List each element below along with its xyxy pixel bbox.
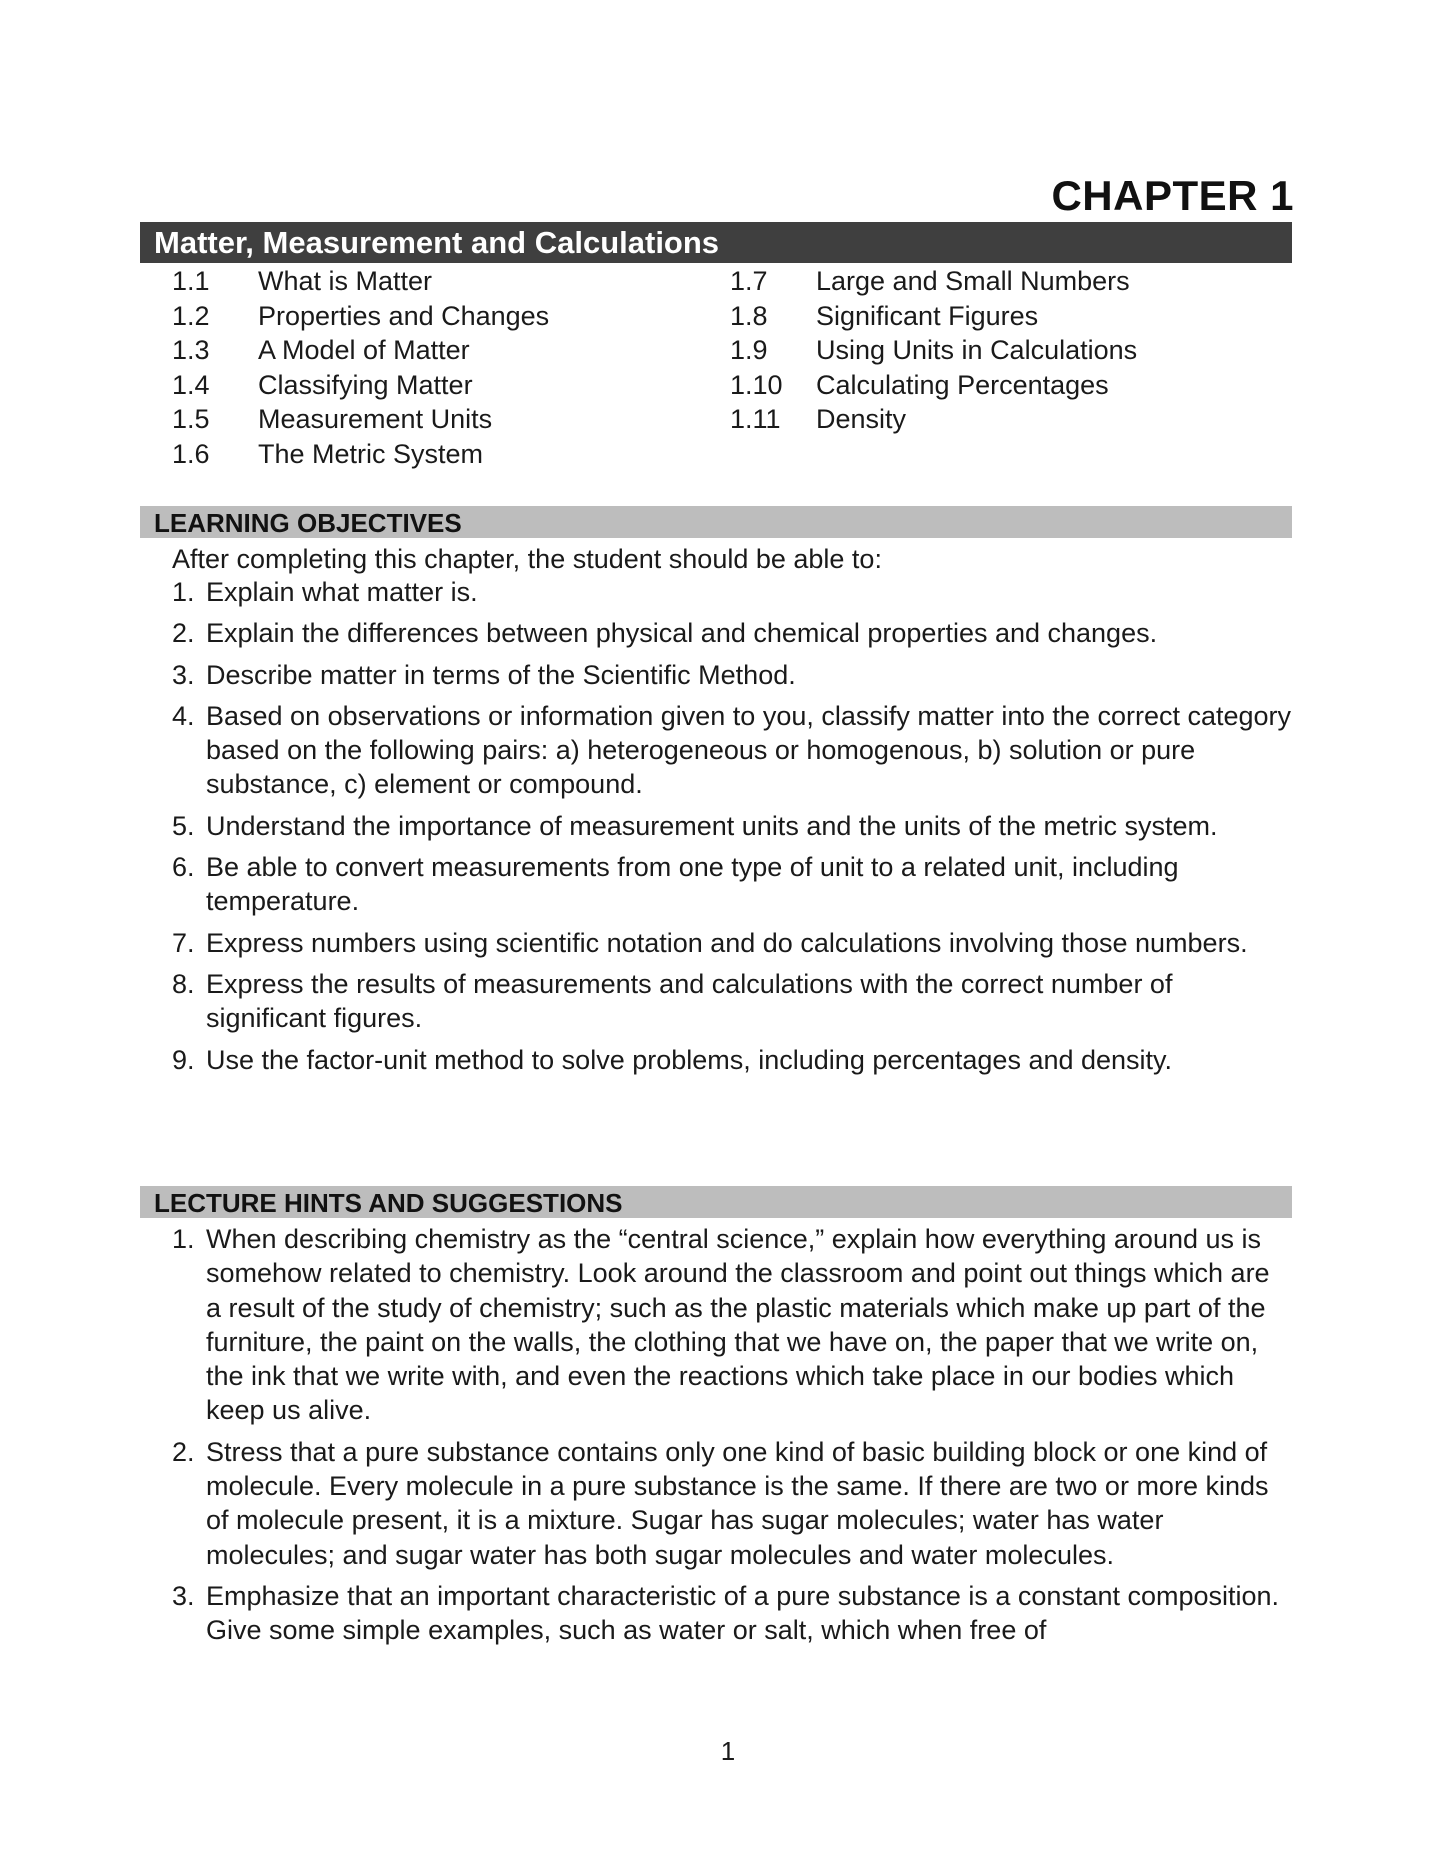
item-text: Understand the importance of measurement units and the units of the metric system. <box>206 810 1218 841</box>
toc-entry <box>172 437 549 472</box>
toc-entry <box>172 333 549 368</box>
page-number: 1 <box>720 1736 736 1766</box>
item-text: Be able to convert measurements from one type of unit to a related unit, including temperature. <box>206 852 1179 917</box>
list-item <box>172 616 1292 650</box>
list-item <box>172 699 1292 802</box>
chapter-title: Matter, Measurement and Calculations <box>140 222 1292 263</box>
toc-number: 1.11 <box>730 404 781 434</box>
item-number: 3. <box>172 1580 195 1611</box>
toc-number: 1.8 <box>730 300 768 331</box>
toc-number: 1.4 <box>172 369 210 400</box>
item-text: Describe matter in terms of the Scientific Method. <box>206 659 796 690</box>
toc-title: The Metric System <box>258 438 484 469</box>
item-number: 1. <box>172 577 195 607</box>
list-item <box>172 809 1292 843</box>
toc-title: Measurement Units <box>258 404 493 434</box>
objectives-intro: After completing this chapter, the student should be able to: <box>172 544 882 574</box>
toc-number: 1.7 <box>730 266 768 296</box>
item-number: 4. <box>172 700 195 731</box>
item-number: 7. <box>172 927 195 958</box>
lecture-hints-heading: LECTURE HINTS AND SUGGESTIONS <box>140 1186 1292 1218</box>
item-text: Use the factor-unit method to solve problems, including percentages and density. <box>206 1044 1173 1075</box>
objectives-heading: LEARNING OBJECTIVES <box>140 506 1292 538</box>
toc-title: What is Matter <box>258 266 433 296</box>
list-item <box>172 1222 1292 1428</box>
item-number: 5. <box>172 810 195 841</box>
toc-entry <box>172 402 549 437</box>
toc-number: 1.3 <box>172 335 210 365</box>
toc-title: Classifying Matter <box>258 369 473 400</box>
toc-title: A Model of Matter <box>258 335 470 365</box>
item-number: 9. <box>172 1044 195 1075</box>
toc-entry <box>172 264 549 299</box>
chapter-label: CHAPTER 1 <box>1051 172 1294 219</box>
item-text: Explain the differences between physical and chemical properties and changes. <box>206 618 1158 649</box>
toc-right-column <box>730 264 1137 437</box>
toc-entry <box>172 299 549 334</box>
list-item <box>172 658 1292 692</box>
list-item <box>172 1435 1292 1572</box>
toc-number: 1.10 <box>730 369 783 400</box>
toc-title: Using Units in Calculations <box>816 335 1138 365</box>
item-text: Emphasize that an important characteristic of a pure substance is a constant composition. Give some simple examples, such as water or salt, which when free of <box>206 1580 1280 1646</box>
lecture-hints-list <box>172 1222 1292 1648</box>
item-number: 2. <box>172 1436 195 1467</box>
toc-number: 1.6 <box>172 438 210 469</box>
toc-title: Properties and Changes <box>258 300 550 331</box>
toc-number: 1.5 <box>172 404 210 434</box>
item-number: 8. <box>172 968 195 999</box>
list-item <box>172 850 1292 919</box>
toc-entry <box>730 333 1137 368</box>
item-number: 1. <box>172 1224 195 1254</box>
toc-entry <box>172 368 549 403</box>
list-item <box>172 575 1292 609</box>
item-number: 3. <box>172 659 195 690</box>
toc-entry <box>730 299 1137 334</box>
toc-title: Density <box>816 404 907 434</box>
item-text: Express numbers using scientific notation and do calculations involving those numbers. <box>206 927 1248 958</box>
list-item <box>172 1043 1292 1077</box>
toc-left-column <box>172 264 549 471</box>
objectives-list <box>172 575 1292 1077</box>
list-item <box>172 967 1292 1036</box>
item-number: 6. <box>172 852 195 883</box>
list-item <box>172 926 1292 960</box>
item-text: Based on observations or information given to you, classify matter into the correct category based on the following pairs: a) heterogeneous or homogenous, b) solution or pure substance, c) element or compound. <box>206 700 1292 800</box>
toc-title: Large and Small Numbers <box>816 266 1130 296</box>
item-text: Express the results of measurements and calculations with the correct number of significant figures. <box>206 968 1173 1034</box>
list-item <box>172 1579 1292 1648</box>
toc-title: Calculating Percentages <box>816 369 1109 400</box>
toc-number: 1.9 <box>730 335 768 365</box>
toc-title: Significant Figures <box>816 300 1039 331</box>
toc-entry <box>730 402 1137 437</box>
item-text: When describing chemistry as the “central science,” explain how everything around us is somehow related to chemistry. Look around the classroom and point out things which are a result of the study of chemistry; such as the plastic materials which make up part of the furniture, the paint on the walls, the clothing that we have on, the paper that we write on, the ink that we write with, and even the reactions which take place in our bodies which keep us alive. <box>206 1224 1270 1426</box>
toc-entry <box>730 264 1137 299</box>
item-number: 2. <box>172 618 195 649</box>
item-text: Explain what matter is. <box>206 577 478 607</box>
toc-number: 1.1 <box>172 266 210 296</box>
item-text: Stress that a pure substance contains only one kind of basic building block or one kind of molecule. Every molecule in a pure substance is the same. If there are two or more kinds of molecule present, it is a mixture. Sugar has sugar molecules; water has water molecules; and sugar water has both sugar molecules and water molecules. <box>206 1436 1269 1570</box>
toc-number: 1.2 <box>172 300 210 331</box>
toc-entry <box>730 368 1137 403</box>
